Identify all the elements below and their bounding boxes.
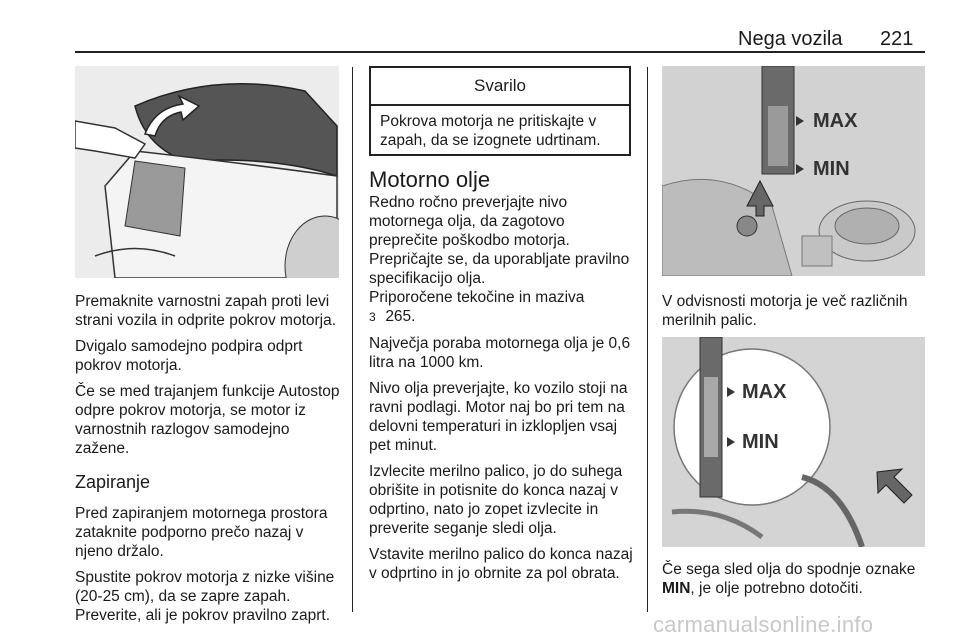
reference-arrow-icon: 3 [369,310,376,324]
reference-page: 265. [385,308,416,325]
column-2-text [369,167,637,590]
max-label: MAX [813,110,858,132]
reference-text: Priporočene tekočine in maziva [369,289,585,306]
subheading-zapiranje: Zapiranje [75,472,151,492]
paragraph: Izvlecite merilno palico, jo do suhega obrišite in potisnite do konca nazaj v odprtino, nato jo zopet izvlecite in preverite seganje sledi olja. [369,463,623,537]
paragraph: Spustite pokrov motorja z nizke višine (20-25 cm), da se zapre zapah. Preverite, ali je pokrov pravilno zaprt. [75,569,335,624]
watermark: carmanualsonline.info [653,612,874,637]
paragraph: Pred zapiranjem motornega prostora zataknite podporno prečo nazaj v njeno držalo. [75,505,328,560]
caption-2: Če sega sled olja do spodnje oznake MIN, je olje potrebno dotočiti. [662,561,916,597]
intro-paragraph: Redno ročno preverjajte nivo motornega olja, da zagotovo preprečite poškodbo motorja. [369,194,570,249]
dipstick-figure-1 [662,66,925,276]
min-marker-text: MIN [662,580,691,597]
page-number: 221 [880,28,914,50]
column-divider-right [647,67,648,612]
paragraph: Nivo olja preverjajte, ko vozilo stoji na ravni podlagi. Motor naj bo pri tem na delovni temperaturi in izklopljen vsaj pet minut. [369,380,628,454]
max-label: MAX [742,381,787,403]
heading-motorno-olje: Motorno olje [369,167,491,192]
intro-paragraph-2: Prepričajte se, da uporabljate pravilno specifikacijo olja. [369,251,630,287]
header-rule [75,51,925,53]
paragraph: Če se med trajanjem funkcije Autostop odpre pokrov motorja, se motor iz varnostnih razlogov samodejno zažene. [75,383,340,457]
column-1-text [75,292,343,632]
paragraph: Največja poraba motornega olja je 0,6 litra na 1000 km. [369,335,631,371]
paragraph: Vstavite merilno palico do konca nazaj v odprtino in jo obrnite za pol obrata. [369,546,633,582]
caption-1: V odvisnosti motorja je več različnih merilnih palic. [662,293,908,329]
running-header-title: Nega vozila [738,28,843,50]
car-hood-figure [75,66,339,278]
warning-box [369,66,631,156]
warning-title: Svarilo [371,68,629,106]
car-hood-arrow-illustration [75,66,339,278]
min-label: MIN [742,431,779,453]
min-label: MIN [813,158,850,180]
column-divider-left [352,67,353,612]
paragraph: Dvigalo samodejno podpira odprt pokrov motorja. [75,338,303,374]
dipstick-figure-2 [662,337,925,547]
warning-text: Pokrova motorja ne pritiskajte v zapah, da se izognete udrtinam. [380,113,601,149]
paragraph: Premaknite varnostni zapah proti levi strani vozila in odprite pokrov motorja. [75,293,337,329]
